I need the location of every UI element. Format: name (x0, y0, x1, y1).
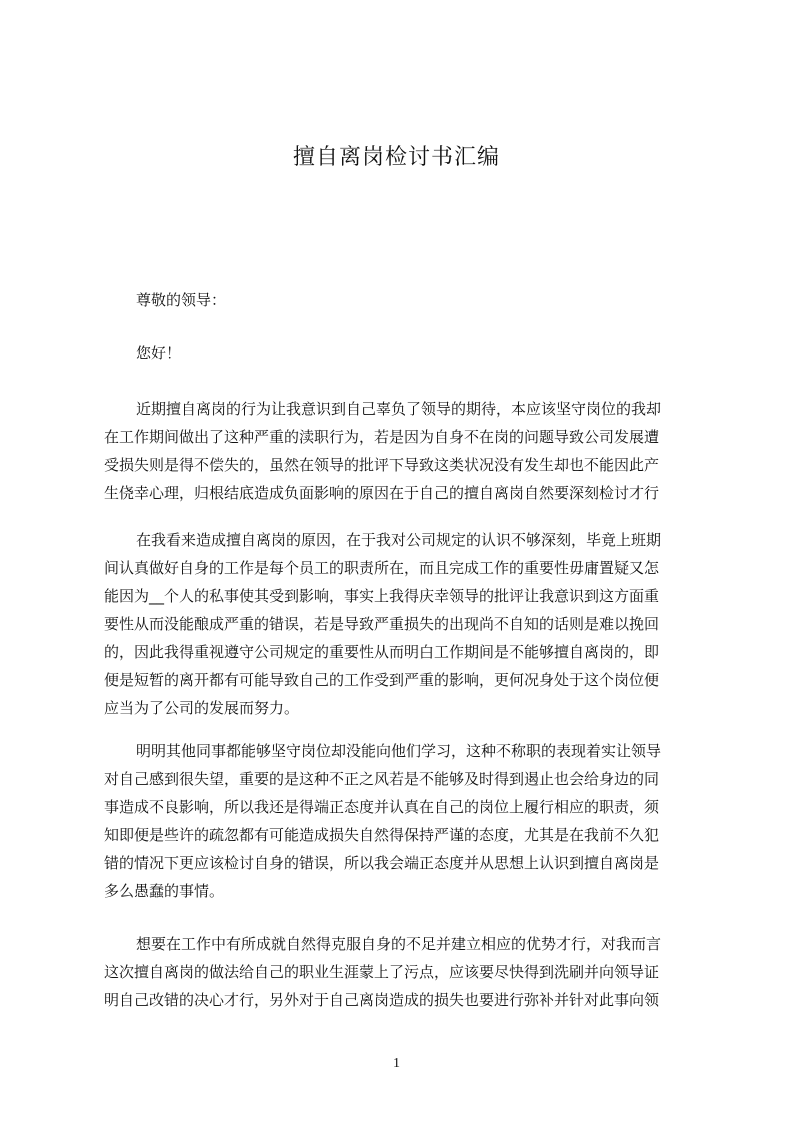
paragraph-2 (104, 526, 700, 722)
page-number: 1 (393, 1056, 400, 1071)
salutation-line: 尊敬的领导： (136, 291, 227, 309)
paragraph-line: 近期擅自离岗的行为让我意识到自己辜负了领导的期待，本应该坚守岗位的我却 (136, 400, 662, 418)
paragraph-1 (104, 395, 700, 507)
salutation (104, 286, 700, 314)
paragraph-line: 多么愚蠢的事情。 (104, 882, 225, 900)
document-title: 擅自离岗检讨书汇编 (292, 145, 500, 170)
paragraph-line: 明自己改错的决心才行，另外对于自己离岗造成的损失也要进行弥补并针对此事向领 (104, 991, 660, 1009)
paragraph-line: 间认真做好自身的工作是每个员工的职责所在，而且完成工作的重要性毋庸置疑又怎 (104, 559, 660, 577)
paragraph-line: 在工作期间做出了这种严重的渎职行为，若是因为自身不在岗的问题导致公司发展遭 (104, 428, 660, 446)
paragraph-line: 要性从而没能酿成严重的错误，若是导致严重损失的出现尚不自知的话则是难以挽回 (104, 615, 660, 633)
paragraph-line: 事造成不良影响，所以我还是得端正态度并认真在自己的岗位上履行相应的职责，须 (104, 798, 660, 816)
paragraph-line: 能因为__个人的私事使其受到影响，事实上我得庆幸领导的批评让我意识到这方面重 (104, 587, 660, 605)
paragraph-line: 想要在工作中有所成就自然得克服自身的不足并建立相应的优势才行，对我而言 (136, 935, 662, 953)
paragraph-line: 知即便是些许的疏忽都有可能造成损失自然得保持严谨的态度，尤其是在我前不久犯 (104, 826, 660, 844)
paragraph-4 (104, 930, 700, 1014)
paragraph-line: 这次擅自离岗的做法给自己的职业生涯蒙上了污点，应该要尽快得到洗刷并向领导证 (104, 963, 660, 981)
paragraph-line: 对自己感到很失望，重要的是这种不正之风若是不能够及时得到遏止也会给身边的同 (104, 770, 660, 788)
paragraph-line: 的，因此我得重视遵守公司规定的重要性从而明白工作期间是不能够擅自离岗的，即 (104, 643, 660, 661)
paragraph-line: 生侥幸心理，归根结底造成负面影响的原因在于自己的擅自离岗自然要深刻检讨才行 (104, 484, 660, 502)
paragraph-3 (104, 737, 700, 905)
paragraph-line: 应当为了公司的发展而努力。 (104, 699, 300, 717)
greeting (104, 339, 700, 367)
greeting-line: 您好！ (136, 344, 182, 362)
paragraph-line: 在我看来造成擅自离岗的原因，在于我对公司规定的认识不够深刻，毕竟上班期 (136, 531, 662, 549)
paragraph-line: 错的情况下更应该检讨自身的错误，所以我会端正态度并从思想上认识到擅自离岗是 (104, 854, 660, 872)
paragraph-line: 明明其他同事都能够坚守岗位却没能向他们学习，这种不称职的表现着实让领导 (136, 742, 662, 760)
paragraph-line: 便是短暂的离开都有可能导致自己的工作受到严重的影响，更何况身处于这个岗位便 (104, 671, 660, 689)
paragraph-line: 受损失则是得不偿失的，虽然在领导的批评下导致这类状况没有发生却也不能因此产 (104, 456, 660, 474)
